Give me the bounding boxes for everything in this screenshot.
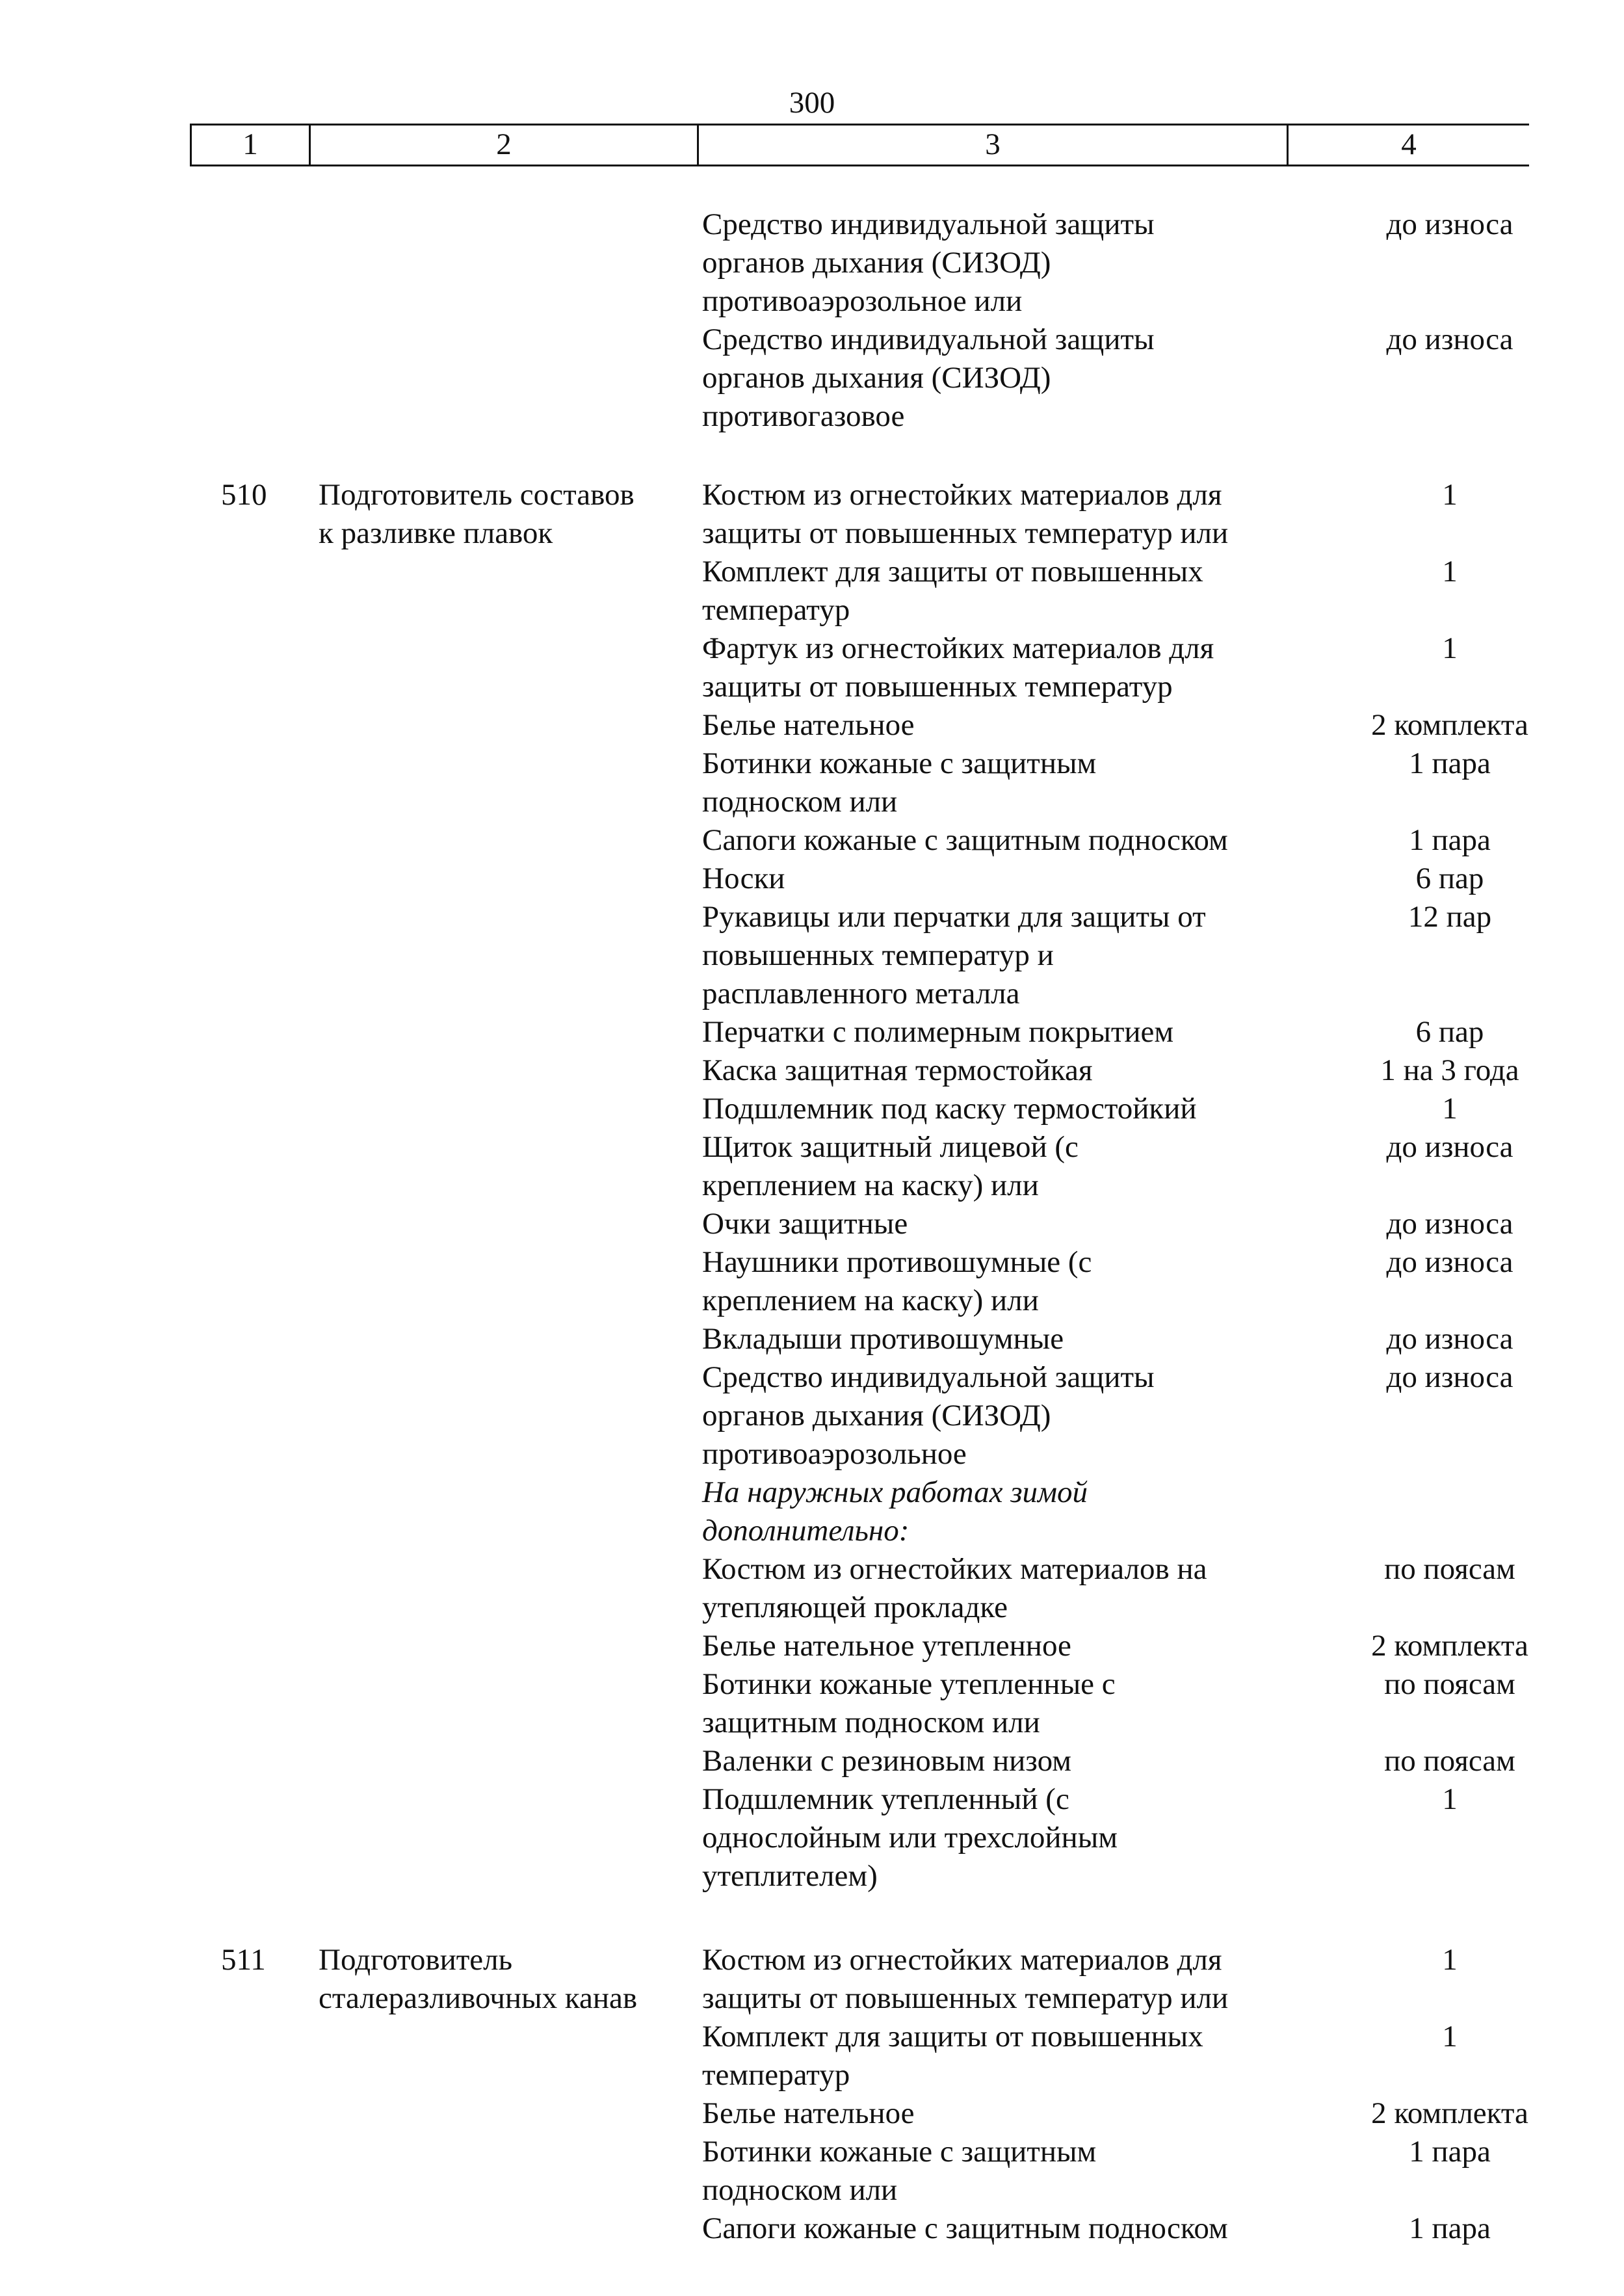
item-norm: до износа bbox=[1386, 323, 1513, 356]
item-text: Ботинки кожаные с защитным подноском или bbox=[702, 746, 1097, 819]
item-text: Каска защитная термостойкая bbox=[702, 1053, 1093, 1087]
item-norm: 1 пара bbox=[1409, 2211, 1491, 2245]
item-norm: по поясам bbox=[1384, 1552, 1515, 1586]
item-text: Комплект для защиты от повышенных температур bbox=[702, 2020, 1203, 2092]
table-header bbox=[190, 124, 1529, 166]
item-norm: по поясам bbox=[1384, 1667, 1515, 1701]
item-norm: по поясам bbox=[1384, 1744, 1515, 1778]
item-norm: до износа bbox=[1386, 1360, 1513, 1394]
item-text: Костюм из огнестойких материалов для защиты от повышенных температур или bbox=[702, 1943, 1229, 2015]
item-text: Щиток защитный лицевой (с креплением на каску) или bbox=[702, 1130, 1079, 1202]
item-norm: до износа bbox=[1386, 1130, 1513, 1164]
item-norm: 12 пар bbox=[1408, 900, 1492, 934]
item-norm: до износа bbox=[1386, 207, 1513, 241]
item-text: Наушники противошумные (с креплением на каску) или bbox=[702, 1245, 1092, 1317]
item-norm: 1 bbox=[1442, 631, 1458, 665]
item-norm: 1 bbox=[1442, 1092, 1458, 1126]
item-text: Ботинки кожаные утепленные с защитным подноском или bbox=[702, 1667, 1116, 1739]
header-col-1: 1 bbox=[242, 127, 258, 161]
item-text: Перчатки с полимерным покрытием bbox=[702, 1015, 1174, 1049]
item-norm: 2 комплекта bbox=[1371, 2096, 1528, 2130]
page-number: 300 bbox=[789, 86, 835, 120]
item-text: Белье нательное bbox=[702, 2096, 915, 2130]
item-norm: 6 пар bbox=[1415, 862, 1484, 895]
item-norm: 1 bbox=[1442, 555, 1458, 588]
item-text: Костюм из огнестойких материалов для защиты от повышенных температур или bbox=[702, 478, 1229, 550]
row-number: 511 bbox=[221, 1943, 266, 1977]
item-norm: до износа bbox=[1386, 1245, 1513, 1279]
item-norm: 1 bbox=[1442, 1782, 1458, 1816]
item-text: Подшлемник утепленный (с однослойным или трехслойным утеплителем) bbox=[702, 1782, 1118, 1893]
item-norm: 1 bbox=[1442, 1943, 1458, 1977]
profession-name: Подготовитель составов к разливке плавок bbox=[319, 478, 635, 550]
item-norm: 1 пара bbox=[1409, 2135, 1491, 2169]
item-text: Ботинки кожаные с защитным подноском или bbox=[702, 2135, 1097, 2207]
item-norm: 1 пара bbox=[1409, 746, 1491, 780]
item-text: Средство индивидуальной защиты органов дыхания (СИЗОД) противогазовое bbox=[702, 323, 1155, 433]
item-norm: 2 комплекта bbox=[1371, 1629, 1528, 1663]
item-text: Подшлемник под каску термостойкий bbox=[702, 1092, 1197, 1126]
item-text: Вкладыши противошумные bbox=[702, 1322, 1064, 1356]
item-text: Фартук из огнестойких материалов для защиты от повышенных температур bbox=[702, 631, 1214, 704]
item-norm: 2 комплекта bbox=[1371, 708, 1528, 742]
item-text: Рукавицы или перчатки для защиты от повышенных температур и расплавленного металла bbox=[702, 900, 1206, 1010]
item-text: Средство индивидуальной защиты органов дыхания (СИЗОД) противоаэрозольное bbox=[702, 1360, 1155, 1471]
header-col-2: 2 bbox=[496, 127, 512, 161]
header-col-4: 4 bbox=[1401, 127, 1417, 161]
item-text: Средство индивидуальной защиты органов дыхания (СИЗОД) противоаэрозольное или bbox=[702, 207, 1155, 318]
header-col-3: 3 bbox=[985, 127, 1001, 161]
item-norm: до износа bbox=[1386, 1322, 1513, 1356]
item-norm: 1 bbox=[1442, 2020, 1458, 2053]
row-number: 510 bbox=[221, 478, 267, 512]
item-text: Носки bbox=[702, 862, 785, 895]
item-text: Белье нательное утепленное bbox=[702, 1629, 1071, 1663]
item-text: Сапоги кожаные с защитным подноском bbox=[702, 823, 1228, 857]
item-norm: 1 пара bbox=[1409, 823, 1491, 857]
item-text: Сапоги кожаные с защитным подноском bbox=[702, 2211, 1228, 2245]
item-text: Комплект для защиты от повышенных температур bbox=[702, 555, 1203, 627]
item-text: Валенки с резиновым низом bbox=[702, 1744, 1071, 1778]
profession-name: Подготовитель сталеразливочных канав bbox=[319, 1943, 638, 2015]
item-text: Белье нательное bbox=[702, 708, 915, 742]
item-norm: 6 пар bbox=[1415, 1015, 1484, 1049]
item-text: Очки защитные bbox=[702, 1207, 908, 1241]
section-note: На наружных работах зимой дополнительно: bbox=[702, 1475, 1088, 1548]
item-text: Костюм из огнестойких материалов на утепляющей прокладке bbox=[702, 1552, 1207, 1624]
item-norm: 1 bbox=[1442, 478, 1458, 512]
item-norm: до износа bbox=[1386, 1207, 1513, 1241]
item-norm: 1 на 3 года bbox=[1380, 1053, 1519, 1087]
